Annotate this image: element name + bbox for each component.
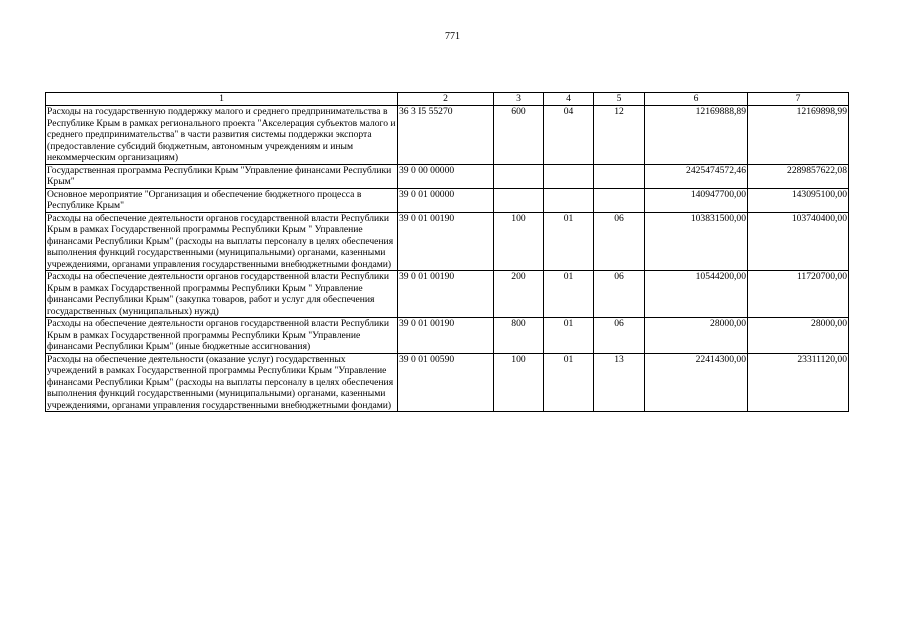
row-subsection: 13 bbox=[594, 353, 645, 412]
table-row bbox=[46, 106, 849, 165]
column-header: 7 bbox=[748, 93, 849, 106]
row-amount-col6: 28000,00 bbox=[645, 318, 748, 354]
row-amount-col6: 22414300,00 bbox=[645, 353, 748, 412]
row-amount-col7: 28000,00 bbox=[748, 318, 849, 354]
row-section: 01 bbox=[544, 318, 594, 354]
row-classification-code: 39 0 00 00000 bbox=[398, 164, 494, 188]
budget-table bbox=[45, 92, 849, 412]
column-header: 2 bbox=[398, 93, 494, 106]
table-row bbox=[46, 212, 849, 271]
row-description: Расходы на государственную поддержку малого и среднего предпринимательства в Республике Крым в рамках регионального проекта "Акселерация субъектов малого и среднего предпринимательства" в части развития системы поддержки экспорта (предоставление субсидий бюджетным, автономным учреждениям и иным некоммерческим организациям) bbox=[47, 106, 396, 163]
row-classification-code: 36 3 I5 55270 bbox=[398, 106, 494, 165]
row-classification-code: 39 0 01 00590 bbox=[398, 353, 494, 412]
column-header: 3 bbox=[494, 93, 544, 106]
row-expense-type: 600 bbox=[494, 106, 544, 165]
row-amount-col7: 103740400,00 bbox=[748, 212, 849, 271]
row-description: Расходы на обеспечение деятельности органов государственной власти Республики Крым в рамках Государственной программы Республики Крым " Управление финансами Республики Крым" (закупка товаров, работ и услуг для обеспечения государственных (муниципальных) нужд) bbox=[46, 271, 398, 318]
row-description: Государственная программа Республики Крым "Управление финансами Республики Крым" bbox=[46, 164, 398, 188]
row-amount-col7: 143095100,00 bbox=[748, 188, 849, 212]
table-row bbox=[46, 188, 849, 212]
row-expense-type: 200 bbox=[494, 271, 544, 318]
row-description: Расходы на обеспечение деятельности органов государственной власти Республики Крым в рамках Государственной программы Республики Крым "Управление финансами Республики Крым" (иные бюджетные ассигнования) bbox=[46, 318, 398, 354]
row-section: 01 bbox=[544, 271, 594, 318]
row-amount-col6: 2425474572,46 bbox=[645, 164, 748, 188]
row-amount-col6: 140947700,00 bbox=[645, 188, 748, 212]
row-amount-col6: 12169888,89 bbox=[645, 106, 748, 165]
row-amount-col7: 11720700,00 bbox=[748, 271, 849, 318]
page-number: 771 bbox=[445, 31, 460, 42]
row-subsection: 12 bbox=[594, 106, 645, 165]
row-amount-col7: 2289857622,08 bbox=[748, 164, 849, 188]
row-amount-col6: 103831500,00 bbox=[645, 212, 748, 271]
table-row bbox=[46, 353, 849, 412]
table-row bbox=[46, 271, 849, 318]
column-header: 1 bbox=[46, 93, 398, 106]
row-amount-col7: 12169898,99 bbox=[748, 106, 849, 165]
row-amount-col7: 23311120,00 bbox=[748, 353, 849, 412]
row-classification-code: 39 0 01 00190 bbox=[398, 212, 494, 271]
row-expense-type: 800 bbox=[494, 318, 544, 354]
row-expense-type bbox=[494, 164, 544, 188]
row-expense-type: 100 bbox=[494, 353, 544, 412]
row-subsection bbox=[594, 188, 645, 212]
table-row bbox=[46, 164, 849, 188]
row-classification-code: 39 0 01 00190 bbox=[398, 271, 494, 318]
row-section bbox=[544, 188, 594, 212]
column-header: 6 bbox=[645, 93, 748, 106]
table-row bbox=[46, 318, 849, 354]
row-subsection bbox=[594, 164, 645, 188]
row-subsection: 06 bbox=[594, 318, 645, 354]
row-description: Основное мероприятие "Организация и обеспечение бюджетного процесса в Республике Крым" bbox=[46, 188, 398, 212]
row-section bbox=[544, 164, 594, 188]
row-description: Расходы на обеспечение деятельности органов государственной власти Республики Крым в рамках Государственной программы Республики Крым " Управление финансами Республики Крым" (расходы на выплаты персоналу в целях обеспечения выполнения функций государственными (муниципальными) органами, казенными учреждениями, органами управления государственными внебюджетными фондами) bbox=[46, 212, 398, 271]
row-section: 04 bbox=[544, 106, 594, 165]
row-section: 01 bbox=[544, 353, 594, 412]
column-header: 4 bbox=[544, 93, 594, 106]
row-section: 01 bbox=[544, 212, 594, 271]
row-expense-type: 100 bbox=[494, 212, 544, 271]
row-expense-type bbox=[494, 188, 544, 212]
row-classification-code: 39 0 01 00190 bbox=[398, 318, 494, 354]
row-subsection: 06 bbox=[594, 271, 645, 318]
row-subsection: 06 bbox=[594, 212, 645, 271]
row-description: Расходы на обеспечение деятельности (оказание услуг) государственных учреждений в рамках Государственной программы Республики Крым "Управление финансами Республики Крым" (расходы на выплаты персоналу в целях обеспечения выполнения функций государственными (муниципальными) органами, казенными учреждениями, органами управления государственными внебюджетными фондами) bbox=[46, 353, 398, 412]
row-classification-code: 39 0 01 00000 bbox=[398, 188, 494, 212]
column-header: 5 bbox=[594, 93, 645, 106]
row-amount-col6: 10544200,00 bbox=[645, 271, 748, 318]
table-header-row bbox=[46, 93, 849, 106]
